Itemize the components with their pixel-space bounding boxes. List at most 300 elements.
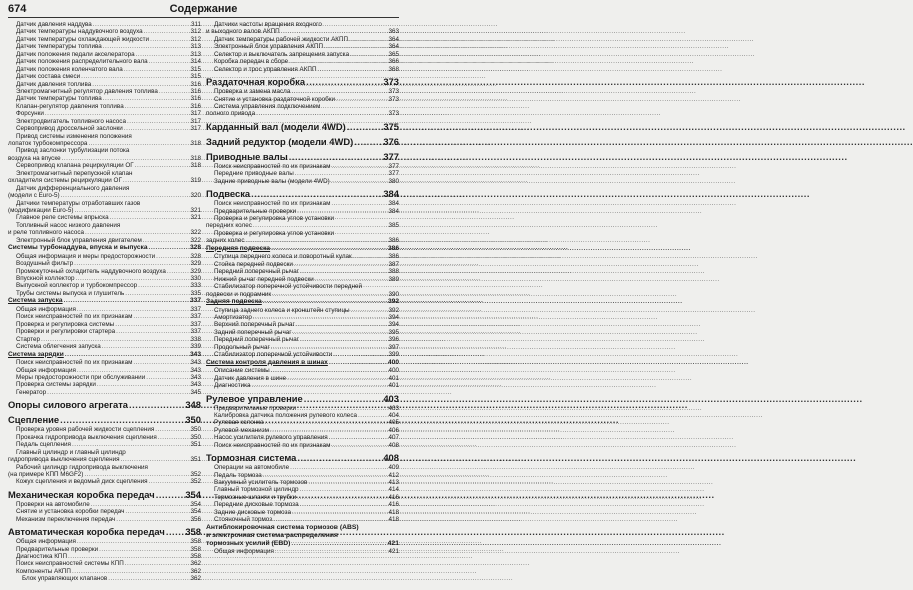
dot-leader xyxy=(123,177,190,184)
toc-entry-continuation xyxy=(206,110,399,117)
toc-entry xyxy=(8,200,201,207)
toc-page-number: 373 xyxy=(388,95,399,103)
dot-leader xyxy=(99,546,189,553)
toc-page-number: 407 xyxy=(388,434,399,442)
toc-entry-continuation xyxy=(8,207,201,214)
toc-page-number: 418 xyxy=(388,508,399,516)
toc-entry xyxy=(206,103,399,110)
toc-entry-title: Датчик температуры топлива xyxy=(16,43,102,51)
toc-entry xyxy=(8,51,201,58)
toc-entry xyxy=(206,21,399,28)
toc-page-number: 351 xyxy=(190,441,201,449)
toc-entry-title: Трубы системы выпуска и глушитель xyxy=(16,289,125,297)
toc-page-number: 416 xyxy=(388,501,399,509)
toc-entry-title: и электронная система распределения xyxy=(206,531,339,539)
toc-entry xyxy=(8,508,201,515)
toc-entry-title: Передние приводные валы xyxy=(214,170,294,178)
toc-entry-title: (на примере КПП M6GF2) xyxy=(8,470,84,478)
toc-page-number: 363 xyxy=(388,28,399,36)
dot-leader xyxy=(333,351,387,358)
toc-entry-title: передних колес xyxy=(206,222,252,230)
toc-page-number: 343 xyxy=(190,381,201,389)
toc-entry xyxy=(8,222,201,229)
dot-leader xyxy=(72,568,190,575)
toc-entry-title: полного привода xyxy=(206,110,256,118)
dot-leader xyxy=(167,268,190,275)
dot-leader xyxy=(127,118,190,125)
toc-entry xyxy=(206,200,399,207)
toc-page-number: 377 xyxy=(383,150,399,162)
toc-entry-title: Верхний поперечный рычаг xyxy=(214,321,295,329)
dot-leader xyxy=(74,260,189,267)
dot-leader xyxy=(166,525,185,538)
toc-entry xyxy=(8,575,201,582)
toc-entry-title: Стояночный тормоз xyxy=(214,516,273,524)
dot-leader xyxy=(336,96,387,103)
toc-entry-title: Коробка передач в сборе xyxy=(214,58,289,66)
dot-leader xyxy=(293,329,388,336)
toc-section-heading xyxy=(206,359,399,368)
toc-entry xyxy=(8,546,201,553)
toc-page-number: 322 xyxy=(190,229,201,237)
dot-leader xyxy=(135,162,190,169)
toc-page-number: 409 xyxy=(388,464,399,472)
toc-page-number: 319 xyxy=(190,177,201,185)
toc-entry-title: Датчик давления наддува xyxy=(16,21,92,28)
toc-entry-title: Стартер xyxy=(16,335,41,343)
toc-page-number: 343 xyxy=(190,359,201,367)
toc-entry-title: Стабилизатор поперечной устойчивости передней xyxy=(214,283,363,291)
toc-entry xyxy=(8,516,201,523)
toc-entry-title: Привод заслонки турбулизации потока xyxy=(16,147,130,155)
toc-entry xyxy=(8,260,201,267)
toc-entry xyxy=(206,382,399,389)
dot-leader xyxy=(77,367,190,374)
dot-leader xyxy=(256,110,387,117)
toc-page-number: 421 xyxy=(388,547,399,555)
toc-entry xyxy=(8,185,201,192)
dot-leader xyxy=(271,367,388,374)
toc-page-number: 384 xyxy=(388,207,399,215)
toc-page-number: 314 xyxy=(190,58,201,66)
toc-section-heading xyxy=(8,351,201,360)
toc-entry xyxy=(206,427,399,434)
toc-entry xyxy=(206,230,399,237)
toc-page-number: 399 xyxy=(388,351,399,359)
toc-entry xyxy=(8,282,201,289)
dot-leader xyxy=(102,343,190,350)
toc-entry xyxy=(206,375,399,382)
dot-leader xyxy=(281,28,388,35)
toc-page-number: 350 xyxy=(190,433,201,441)
toc-page-number: 365 xyxy=(388,50,399,58)
toc-entry-title: Снятие и установка коробки передач xyxy=(16,508,125,516)
toc-page-number: 385 xyxy=(388,222,399,230)
toc-page-number: 396 xyxy=(388,336,399,344)
toc-entry xyxy=(206,516,399,523)
toc-entry xyxy=(8,147,201,154)
toc-entry-continuation xyxy=(206,28,399,35)
toc-entry xyxy=(8,237,201,244)
toc-entry-title: Система контроля давления в шинах xyxy=(206,358,328,366)
toc-entry-title: Подвеска xyxy=(206,188,251,200)
toc-section-heading xyxy=(8,244,201,253)
toc-section-heading xyxy=(206,298,399,307)
toc-page-number: 337 xyxy=(190,328,201,336)
toc-page-number: 412 xyxy=(388,471,399,479)
toc-entry-title: Стойка передней подвески xyxy=(214,260,293,268)
toc-chapter-heading xyxy=(206,187,399,200)
toc-page-number: 321 xyxy=(190,206,201,214)
toc-page-number: 337 xyxy=(190,320,201,328)
toc-entry-title: и реле топливного насоса xyxy=(8,229,84,237)
toc-entry-title: Поиск неисправностей по их признакам xyxy=(16,359,133,367)
dot-leader xyxy=(125,103,190,110)
toc-chapter-heading xyxy=(8,398,201,411)
dot-leader xyxy=(125,560,190,567)
toc-entry xyxy=(8,464,201,471)
toc-page-number: 364 xyxy=(388,35,399,43)
toc-page-number: 388 xyxy=(388,268,399,276)
toc-page-number: 362 xyxy=(190,560,201,568)
toc-entry-title: Диагностика КПП xyxy=(16,553,67,561)
toc-chapter-heading xyxy=(206,75,399,88)
toc-chapter-heading xyxy=(206,135,399,148)
toc-entry xyxy=(206,268,399,275)
dot-leader xyxy=(155,426,189,433)
toc-entry-title: Топливный насос низкого давления xyxy=(16,221,121,229)
toc-page-number: 322 xyxy=(190,236,201,244)
toc-entry-title: Форсунки xyxy=(16,110,44,118)
toc-entry xyxy=(8,560,201,567)
toc-page-number: 315 xyxy=(190,65,201,73)
dot-leader xyxy=(146,374,189,381)
toc-entry xyxy=(206,351,399,358)
dot-leader xyxy=(116,516,189,523)
dot-leader xyxy=(351,307,388,314)
dot-leader xyxy=(252,382,388,389)
dot-leader xyxy=(324,43,387,50)
toc-entry-title: Нижний рычаг передней подвески xyxy=(214,275,314,283)
dot-leader xyxy=(296,321,388,328)
toc-entry-title: Компоненты АКПП xyxy=(16,567,71,575)
toc-page-number: 350 xyxy=(185,414,201,426)
toc-entry-title: Рулевая колонка xyxy=(214,419,264,427)
toc-entry-title: воздуха на впуске xyxy=(8,154,61,162)
toc-entry xyxy=(206,43,399,50)
toc-entry xyxy=(8,568,201,575)
toc-entry-title: Передняя подвеска xyxy=(206,244,271,252)
dot-leader xyxy=(64,297,189,306)
toc-entry-title: Блок управляющих клапанов xyxy=(22,575,108,583)
toc-page-number: 316 xyxy=(190,102,201,110)
dot-leader xyxy=(331,200,387,207)
toc-entry xyxy=(8,28,201,35)
dot-leader xyxy=(144,28,190,35)
dot-leader xyxy=(297,405,387,412)
toc-page-number: 338 xyxy=(190,335,201,343)
toc-entry-continuation xyxy=(206,222,399,229)
toc-entry-title: Рулевой механизм xyxy=(214,426,269,434)
toc-entry-title: Датчик температуры наддувочного воздуха xyxy=(16,28,143,36)
toc-entry-title: Поиск неисправностей системы КПП xyxy=(16,560,124,568)
toc-entry-title: Задние дисковые тормоза xyxy=(214,508,291,516)
toc-entry-title: Проверка и регулировка углов установки xyxy=(214,215,335,222)
toc-entry-title: Задний редуктор (модели 4WD) xyxy=(206,135,354,147)
toc-entry xyxy=(206,419,399,426)
toc-entry-title: Система управления подключением xyxy=(214,102,321,110)
dot-leader xyxy=(245,237,387,244)
toc-page-number: 316 xyxy=(190,87,201,95)
toc-entry xyxy=(8,478,201,485)
dot-leader xyxy=(77,538,190,545)
toc-page-number: 386 xyxy=(388,253,399,261)
toc-right-column xyxy=(206,21,399,555)
toc-page-number: 394 xyxy=(388,314,399,321)
toc-entry-continuation xyxy=(8,456,201,463)
toc-entry xyxy=(8,170,201,177)
toc-entry xyxy=(206,321,399,328)
toc-entry xyxy=(206,163,399,170)
dot-leader xyxy=(294,261,388,268)
dot-leader xyxy=(354,135,382,148)
dot-leader xyxy=(295,170,388,177)
toc-entry xyxy=(8,268,201,275)
toc-entry-title: Общая информация xyxy=(214,547,274,555)
toc-entry xyxy=(8,321,201,328)
toc-page-number: 316 xyxy=(190,80,201,88)
dot-leader xyxy=(115,321,189,328)
toc-page-number: 404 xyxy=(388,411,399,419)
toc-entry-title: Датчики частоты вращения входного xyxy=(214,21,322,28)
toc-entry-title: Ступица переднего колеса и поворотный кулак xyxy=(214,253,352,261)
toc-page-number: 354 xyxy=(190,508,201,516)
toc-entry-title: Датчик положения коленчатого вала xyxy=(16,65,123,73)
dot-leader xyxy=(129,398,184,411)
toc-entry-title: Электромагнитный перепускной клапан xyxy=(16,169,133,177)
toc-entry-title: Предварительные проверки xyxy=(16,545,99,553)
dot-leader xyxy=(133,359,189,366)
toc-left-column xyxy=(8,21,201,583)
dot-leader xyxy=(331,442,387,449)
toc-section-heading xyxy=(8,297,201,306)
toc-entry-title: Системы турбонаддува, впуска и выпуска xyxy=(8,244,148,252)
toc-entry-title: Рабочий цилиндр гидропривода выключения xyxy=(16,463,148,471)
toc-page-number: 317 xyxy=(190,110,201,118)
toc-entry xyxy=(8,133,201,140)
dot-leader xyxy=(149,478,190,485)
toc-chapter-heading xyxy=(206,451,399,464)
toc-page-number: 312 xyxy=(190,35,201,43)
dot-leader xyxy=(133,313,189,320)
toc-entry-title: Сервопривод клапана рециркуляции ОГ xyxy=(16,162,134,170)
toc-page-number: 380 xyxy=(388,177,399,185)
toc-entry-title: Электронный блок управления АКПП xyxy=(214,43,324,51)
toc-page-number: 356 xyxy=(190,515,201,523)
toc-page-number: 335 xyxy=(190,289,201,297)
toc-entry-title: Проверка системы зарядки xyxy=(16,381,96,389)
toc-entry xyxy=(206,58,399,65)
dot-leader xyxy=(143,237,190,244)
toc-page-number: 337 xyxy=(190,313,201,321)
toc-entry xyxy=(8,374,201,381)
toc-page-number: 318 xyxy=(190,162,201,170)
toc-entry-title: Воздушный фильтр xyxy=(16,260,74,268)
toc-entry xyxy=(8,538,201,545)
toc-page-number: 414 xyxy=(388,486,399,494)
toc-page-number: 352 xyxy=(190,478,201,486)
dot-leader xyxy=(297,494,387,501)
dot-leader xyxy=(121,456,190,463)
dot-leader xyxy=(103,43,190,50)
dot-leader xyxy=(103,95,190,102)
dot-leader xyxy=(136,51,190,58)
dot-leader xyxy=(270,427,388,434)
toc-entry-title: охладителя системы рециркуляции ОГ xyxy=(8,177,122,185)
toc-entry-title: Диагностика xyxy=(214,382,251,390)
toc-entry-title: Антиблокировочная система тормозов (ABS) xyxy=(206,523,359,531)
toc-entry-title: Педаль сцепления xyxy=(16,441,71,449)
toc-page-number: 343 xyxy=(190,374,201,382)
dot-leader xyxy=(158,434,190,441)
toc-entry xyxy=(8,214,201,221)
dot-leader xyxy=(329,434,388,441)
toc-page-number: 390 xyxy=(388,290,399,298)
toc-entry-title: Меры предосторожности при обслуживании xyxy=(16,374,146,382)
dot-leader xyxy=(124,125,190,132)
dot-leader xyxy=(116,328,189,335)
toc-entry-title: Поиск неисправностей по их признакам xyxy=(214,441,331,449)
toc-entry-title: Насос усилителя рулевого управления xyxy=(214,434,328,442)
toc-page-number: 397 xyxy=(388,343,399,351)
toc-entry-title: Электронный блок управления двигателем xyxy=(16,236,142,244)
toc-entry xyxy=(8,88,201,95)
dot-leader xyxy=(317,66,387,73)
toc-entry xyxy=(8,367,201,374)
dot-leader xyxy=(61,192,190,199)
toc-page-number: 321 xyxy=(190,214,201,222)
toc-entry xyxy=(8,162,201,169)
toc-page-number: 386 xyxy=(387,244,399,252)
toc-page-number: 343 xyxy=(190,366,201,374)
toc-entry-title: Механическая коробка передач xyxy=(8,488,155,500)
toc-entry-continuation xyxy=(206,291,399,298)
toc-entry-title: Общая информация xyxy=(16,538,76,546)
toc-entry-title: Сервопривод дроссельной заслонки xyxy=(16,125,123,133)
dot-leader xyxy=(306,75,382,88)
toc-entry xyxy=(206,215,399,222)
toc-entry-title: Клапан-регулятор давления топлива xyxy=(16,102,124,110)
toc-entry xyxy=(8,58,201,65)
toc-entry-continuation xyxy=(8,192,201,199)
toc-page-number: 350 xyxy=(190,426,201,434)
dot-leader xyxy=(272,291,387,298)
dot-leader xyxy=(349,36,387,43)
dot-leader xyxy=(304,392,383,405)
toc-page-number: 386 xyxy=(388,237,399,245)
toc-entry-title: подвески и подрамник xyxy=(206,290,272,298)
toc-chapter-heading xyxy=(8,525,201,538)
toc-entry-title: Система запуска xyxy=(8,297,63,305)
toc-entry-title: Карданный вал (модели 4WD) xyxy=(206,120,346,132)
toc-entry xyxy=(8,343,201,350)
toc-entry-title: Главный цилиндр и главный цилиндр xyxy=(16,448,126,456)
toc-chapter-heading xyxy=(206,150,399,163)
toc-page-number: 376 xyxy=(383,135,399,147)
dot-leader xyxy=(47,389,189,396)
toc-page-number: 354 xyxy=(185,488,201,500)
dot-leader xyxy=(308,479,387,486)
toc-chapter-heading xyxy=(8,488,201,501)
toc-entry xyxy=(206,548,399,555)
toc-page-number: 317 xyxy=(190,125,201,133)
toc-entry-title: Амортизатор xyxy=(214,314,252,321)
toc-entry xyxy=(206,442,399,449)
dot-leader xyxy=(329,359,387,368)
toc-page-number: 405 xyxy=(388,419,399,427)
dot-leader xyxy=(290,464,387,471)
dot-leader xyxy=(62,155,190,162)
toc-entry-title: Общая информация xyxy=(16,366,76,374)
dot-leader xyxy=(350,51,387,58)
toc-page-number: 384 xyxy=(383,188,399,200)
toc-page-number: 318 xyxy=(190,140,201,147)
toc-entry xyxy=(206,96,399,103)
toc-entry-title: Задние приводные валы (модели 4WD) xyxy=(214,177,330,185)
toc-page-number: 316 xyxy=(190,95,201,103)
toc-page-number: 413 xyxy=(388,479,399,487)
dot-leader xyxy=(292,509,388,516)
toc-entry xyxy=(8,43,201,50)
toc-page-number: 354 xyxy=(190,500,201,508)
toc-bold-entry xyxy=(206,540,399,548)
toc-page-number: 317 xyxy=(190,117,201,125)
dot-leader xyxy=(347,120,383,133)
toc-entry xyxy=(8,389,201,396)
dot-leader xyxy=(93,21,190,28)
toc-page-number: 348 xyxy=(185,399,201,411)
toc-entry-title: Передние дисковые тормоза xyxy=(214,501,299,509)
dot-leader xyxy=(156,488,185,501)
toc-page-number: 318 xyxy=(190,154,201,162)
toc-entry xyxy=(8,313,201,320)
dot-leader xyxy=(353,253,388,260)
toc-entry-title: Вакуумный усилитель тормозов xyxy=(214,479,308,487)
toc-page-number: 337 xyxy=(189,297,201,305)
toc-page-number: 408 xyxy=(388,441,399,449)
toc-entry-title: лопаток турбокомпрессора xyxy=(8,140,88,147)
dot-leader xyxy=(297,451,382,464)
toc-entry xyxy=(206,178,399,185)
toc-entry-title: Электродвигатель топливного насоса xyxy=(16,117,126,125)
toc-page-number: 400 xyxy=(387,358,399,366)
toc-page-number: 358 xyxy=(190,545,201,553)
dot-leader xyxy=(253,222,388,229)
dot-leader xyxy=(275,548,388,555)
toc-entry-title: Датчик состава смеси xyxy=(16,73,81,81)
toc-page-number: 311 xyxy=(190,21,201,28)
toc-entry-continuation xyxy=(8,155,201,162)
toc-page-number: 394 xyxy=(388,321,399,329)
toc-chapter-heading xyxy=(206,120,399,133)
toc-entry xyxy=(206,88,399,95)
dot-leader xyxy=(108,575,189,582)
toc-entry-title: Механизм переключения передач xyxy=(16,515,116,523)
dot-leader xyxy=(156,253,189,260)
toc-entry-title: Общая информация и меры предосторожности xyxy=(16,252,156,260)
dot-leader xyxy=(297,208,387,215)
toc-entry-title: Проверка и регулировка углов установки xyxy=(214,229,335,237)
